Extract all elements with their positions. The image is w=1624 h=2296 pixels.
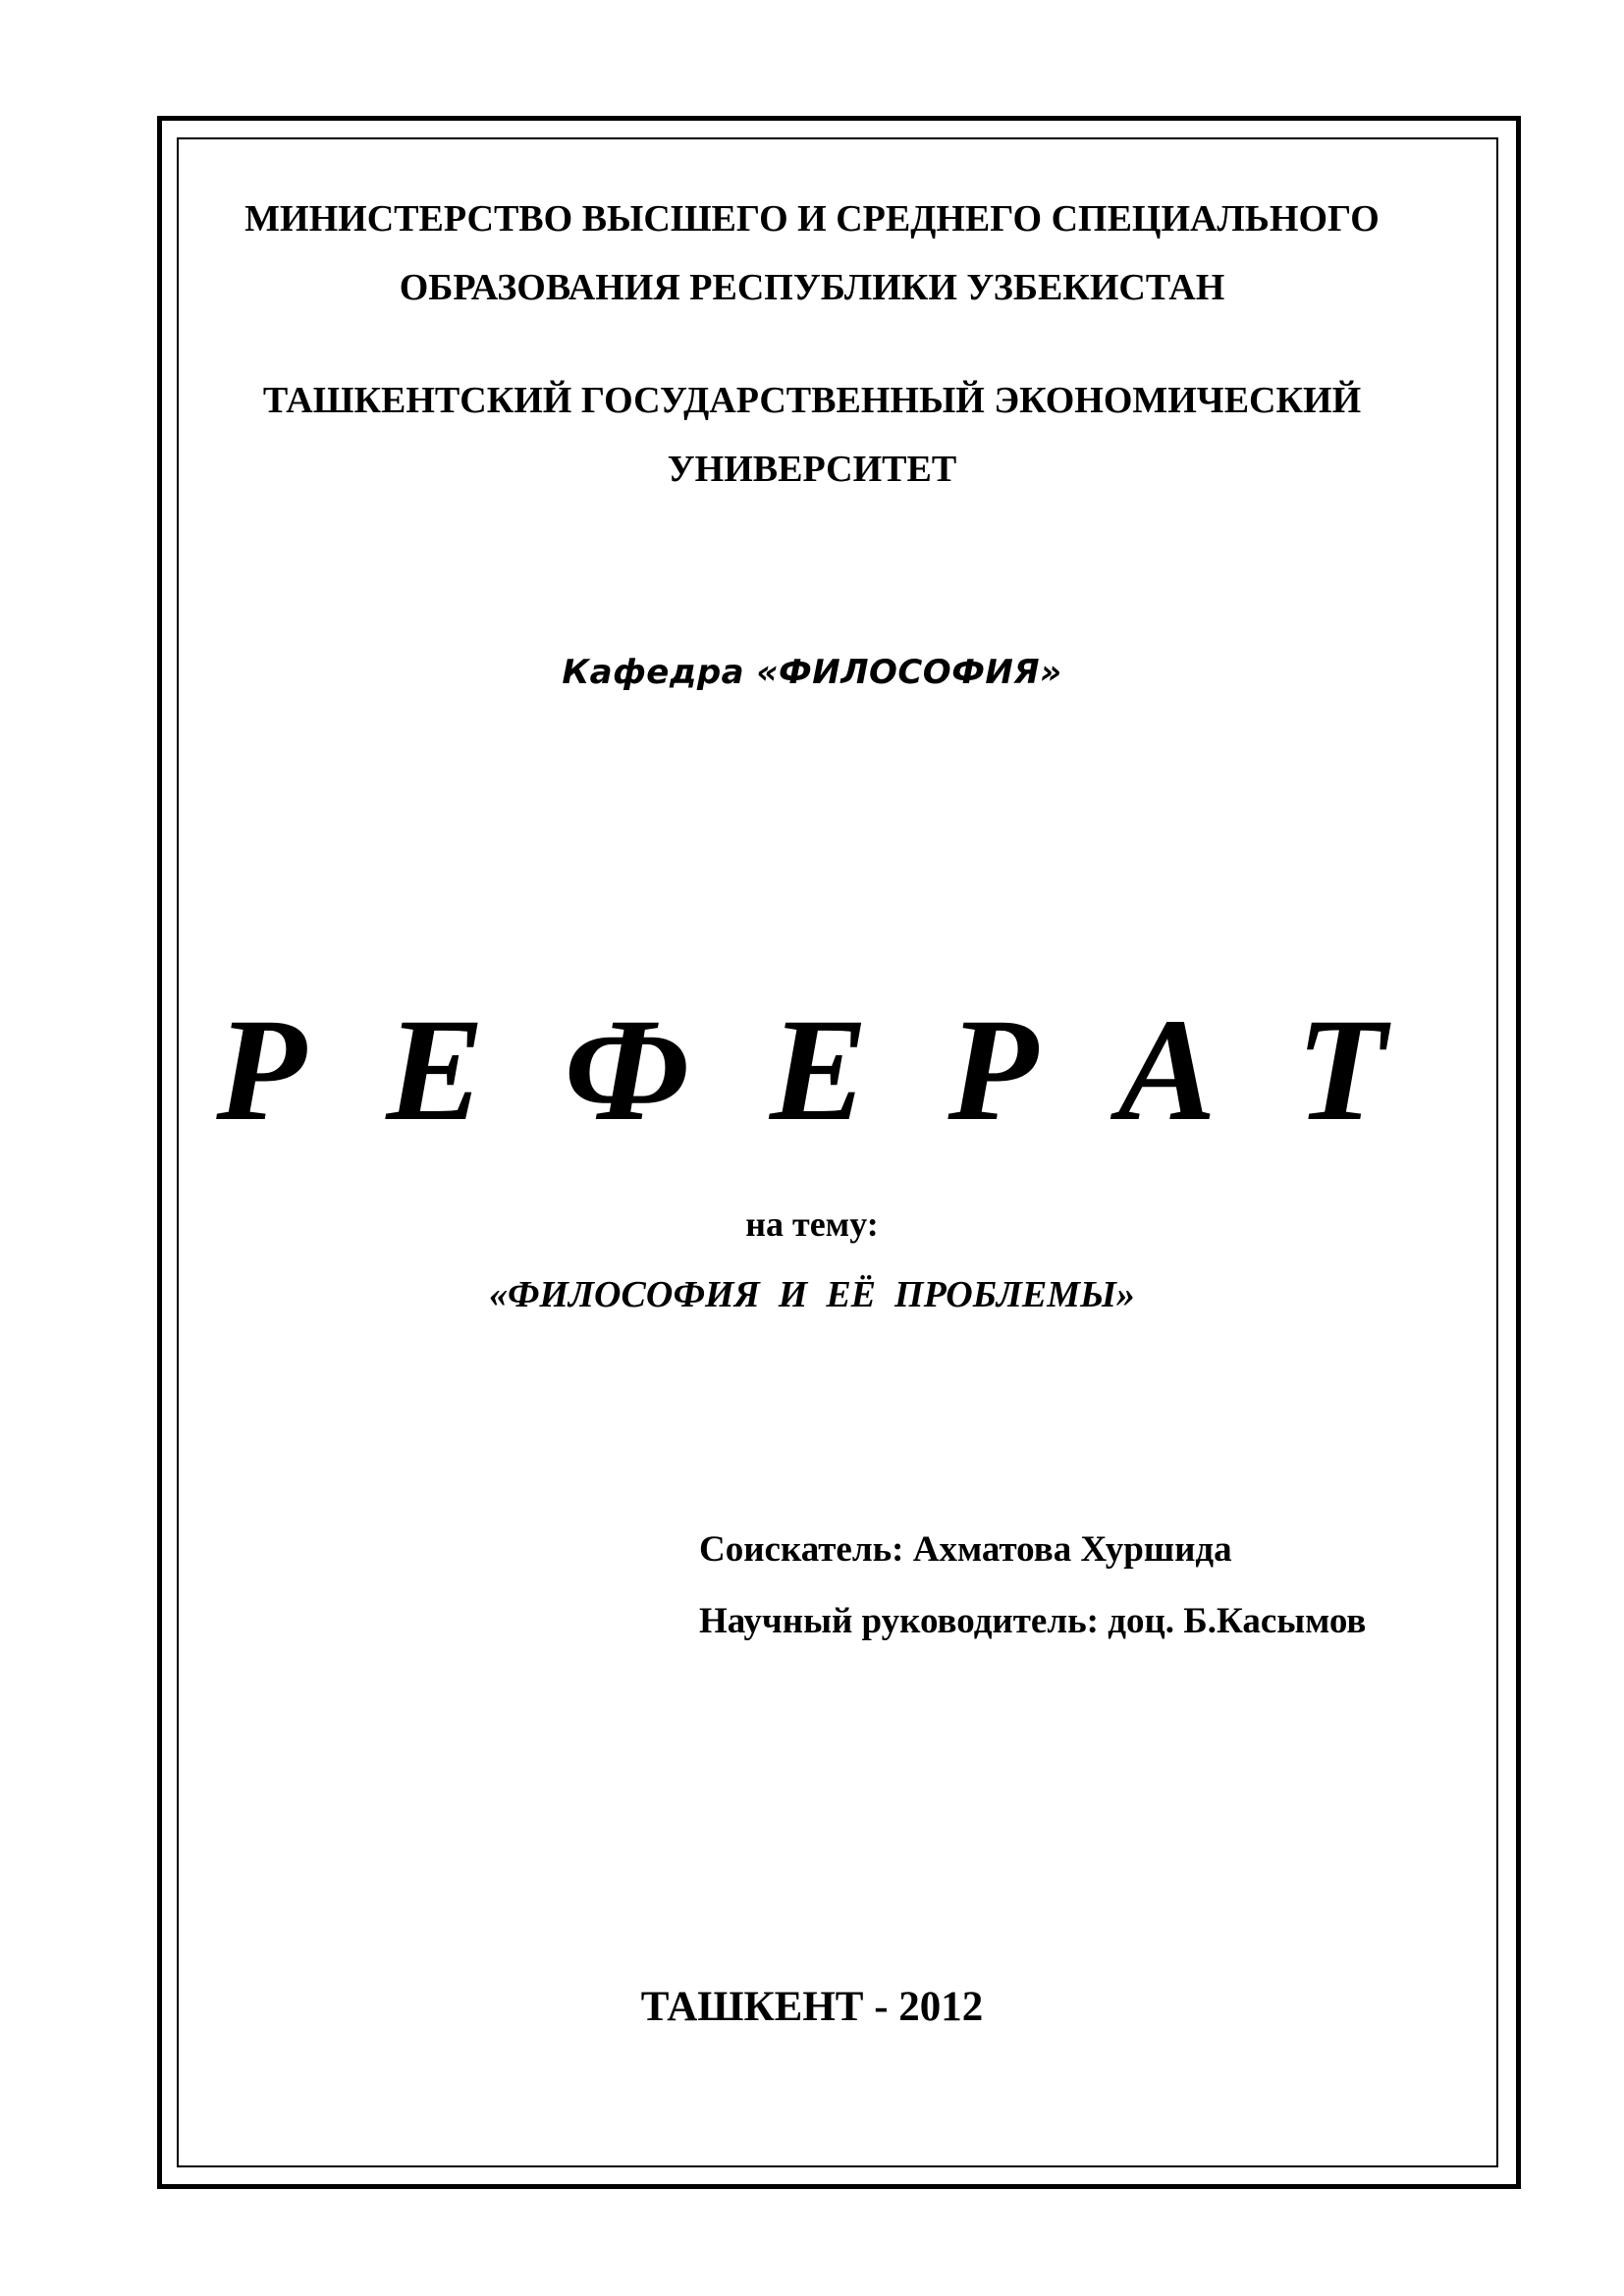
- department-label: Кафедра «ФИЛОСОФИЯ»: [562, 653, 1062, 692]
- document-type-title: Р Е Ф Е Р А Т: [216, 988, 1408, 1151]
- topic-title: «ФИЛОСОФИЯ И ЕЁ ПРОБЛЕМЫ»: [489, 1274, 1135, 1315]
- supervisor-line: Научный руководитель: доц. Б.Касымов: [699, 1601, 1367, 1641]
- city-year: ТАШКЕНТ - 2012: [640, 1984, 984, 2030]
- university-line-2: УНИВЕРСИТЕТ: [667, 449, 957, 490]
- university-line-1: ТАШКЕНТСКИЙ ГОСУДАРСТВЕННЫЙ ЭКОНОМИЧЕСКИЙ: [262, 380, 1362, 421]
- applicant-line: Соискатель: Ахматова Хуршида: [699, 1529, 1232, 1570]
- topic-intro: на тему:: [745, 1204, 879, 1244]
- ministry-line-2: ОБРАЗОВАНИЯ РЕСПУБЛИКИ УЗБЕКИСТАН: [399, 267, 1225, 308]
- ministry-line-1: МИНИСТЕРСТВО ВЫСШЕГО И СРЕДНЕГО СПЕЦИАЛЬНОГО: [244, 198, 1380, 240]
